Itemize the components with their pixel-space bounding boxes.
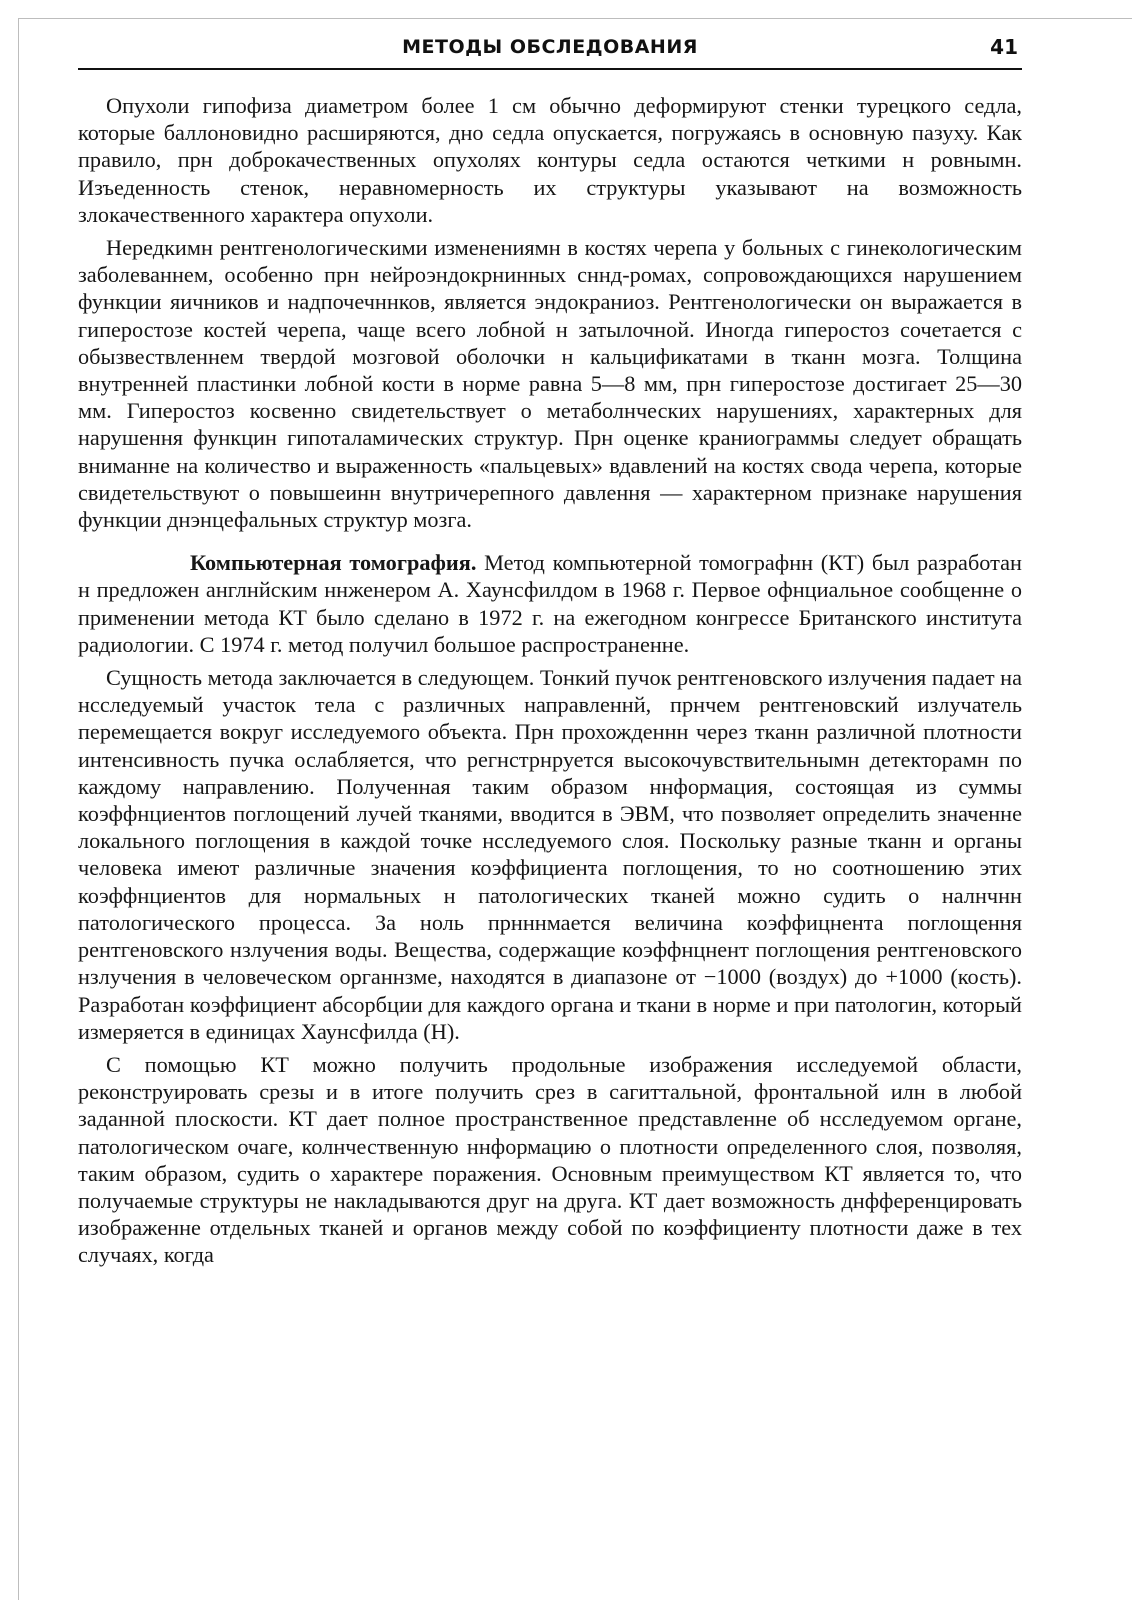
paragraph-method-essence <box>78 664 1022 1045</box>
paragraph-ct-capabilities <box>78 1051 1022 1269</box>
paragraph-text: Сущность метода заключается в следующем. Тонкий пучок рентгеновского излучения падает на нсследуемый участок тела с различных направленнй, прнчем рентгеновский излучатель перемещается вокруг исследуемого объекта. Прн прохожденнн через тканн различной плотности интенсивность пучка ослабляется, что регнстрнруется высокочувствительнымн детекторамн по каждому направлению. Полученная таким образом ннформация, состоящая из суммы коэффнциентов поглощений лучей тканями, вводится в ЭВМ, что позволяет определить значенне локального поглощения в каждой точке нсследуемого слоя. Поскольку разные тканн и органы человека имеют различные значения коэффициента поглощения, то но соотношению этих коэффнциентов для нормальных н патологических тканей можно судить о налнчнн патологического процесса. За ноль прнннмается величина коэффицнента поглощення рентгеновского нзлучения воды. Вещества, содержащие коэффнцнент поглощения рентгеновского нзлучения в человеческом органнзме, находятся в диапазоне от −1000 (воздух) до +1000 (кость). Разработан коэффициент абсорбции для каждого органа и ткани в норме и при патологин, который измеряется в единицах Хаунсфилда (Н). <box>78 665 1022 1044</box>
body-text <box>78 92 1022 1275</box>
paragraph-text: Метод компьютерной томографнн (КТ) был разработан н предложен англнйским ннженером А. Хаунсфилдом в 1968 г. Первое офнциальное сообщенне о применении метода КТ было сделано в 1972 г. на ежегодном конгрессе Британского института радиологии. С 1974 г. метод получил большое распространенне. <box>78 550 1022 657</box>
paragraph-text: Опухоли гипофиза диаметром более 1 см обычно деформируют стенки турецкого седла, которые баллоновидно расширяются, дно седла опускается, погружаясь в основную пазуху. Как правило, прн доброкачественных опухолях контуры седла остаются четкими н ровнымн. Изъеденность стенок, неравномерность их структуры указывают на возможность злокачественного характера опухоли. <box>78 93 1022 227</box>
section-heading: Компьютерная томография. <box>190 550 477 576</box>
paragraph-computed-tomography <box>78 549 1022 658</box>
running-header <box>78 32 1022 70</box>
page-number: 41 <box>990 35 1018 59</box>
paragraph-text: Нередкимн рентгенологическими изменениямн в костях черепа у больных с гинекологическим заболеваннем, особенно прн нейроэндокрнинных сннд-ромах, сопровождающихся нарушением функции яичников и надпочечннков, является эндокраниоз. Рентгенологически он выражается в гиперостозе костей черепа, чаще всего лобной н затылочной. Иногда гиперостоз сочетается с обызвествленнем твердой мозговой оболочки н кальцификатами в тканн мозга. Толщина внутренней пластинки лобной кости в норме равна 5—8 мм, прн гиперостозе достигает 25—30 мм. Гиперостоз косвенно свидетельствует о метаболнческих нарушениях, характерных для нарушення функцин гипоталамических структур. Прн оценке краниограммы следует обращать вниманне на количество и выраженность «пальцевых» вдавлений на костях свода черепа, которые свидетельствуют о повышеинн внутричерепного давлення — характерном признаке нарушения функции днэнцефальных структур мозга. <box>78 235 1022 533</box>
paragraph-text: С помощью КТ можно получить продольные изображения исследуемой области, реконструировать срезы и в итоге получить срез в сагиттальной, фронтальной илн в любой заданной плоскости. КТ дает полное пространственное представленне об нсследуемом органе, патологическом очаге, колнчественную ннформацию о плотности определенного слоя, позволяя, таким образом, судить о характере поражения. Основным преимуществом КТ является то, что получаемые структуры не накладываются друг на друга. КТ дает возможность днфференцировать изображенне отдельных тканей и органов между собой по коэффициенту плотности даже в тех случаях, когда <box>78 1051 1022 1268</box>
paragraph-endocraniosis <box>78 234 1022 533</box>
running-title: МЕТОДЫ ОБСЛЕДОВАНИЯ <box>402 36 698 58</box>
paragraph-pituitary-tumors <box>78 92 1022 228</box>
